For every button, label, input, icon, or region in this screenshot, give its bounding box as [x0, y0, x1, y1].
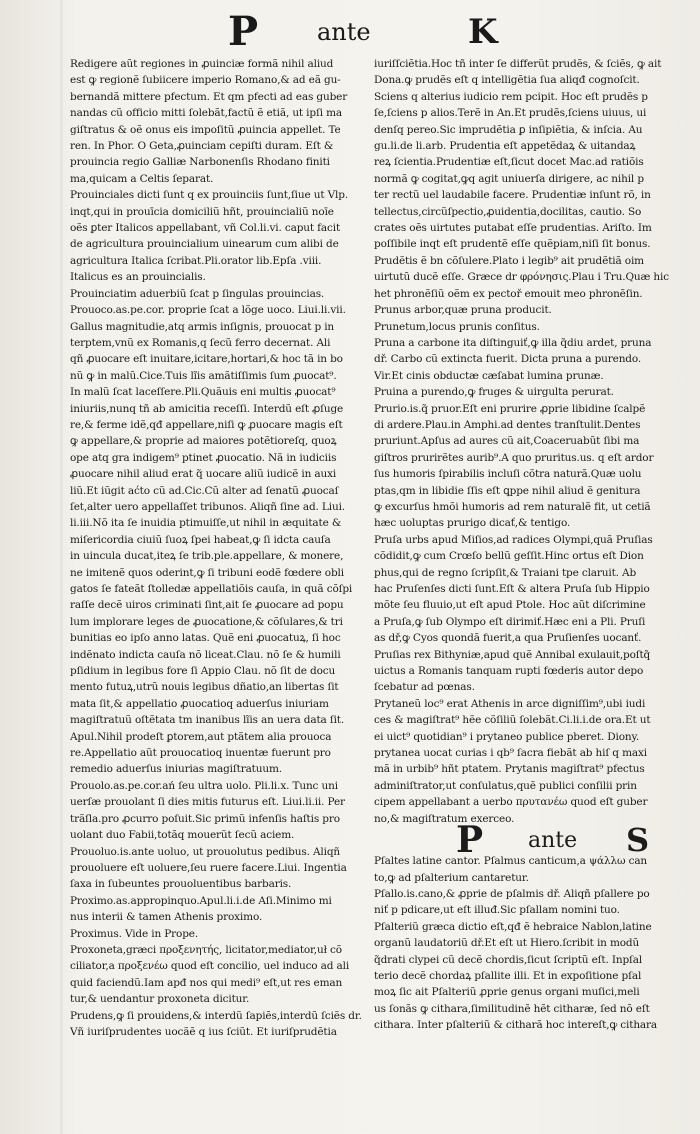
text-line: Proximo.as.appropinquo.Apul.li.i.de Aſi.Minimo mi	[70, 894, 332, 907]
text-line: uictus a Romanis tanquam rupti fœderis autor depo	[374, 665, 644, 678]
text-line: Italicus es an prouincialis.	[70, 271, 206, 284]
text-line: nũ ꝙ in malũ.Cice.Tuis lĩis amãtiſſimis ſum ꝓuocat⁹.	[70, 369, 337, 382]
text-line: Pruna a carbone ita diſtinguiť,ꝙ illa q̃diu ardet, pruna	[374, 336, 652, 349]
text-line: pſidium in legibus fore ſi Appio Clau. nõ ſit de docu	[70, 665, 336, 678]
text-line: nandas cũ officio mitti ſolebãt,factũ ẽ etiã, ut ipſi ma	[70, 107, 343, 120]
text-line: oẽs ꝑter Italicos appellabant, vñ Col.li.vi. caput facit	[70, 222, 341, 235]
page-header	[0, 10, 700, 54]
text-line: ope atq gra indigem⁹ ptinet ꝓuocatio. Nã in iudiciis	[70, 451, 337, 464]
text-line: Proxoneta,græci προξενητής, licitator,mediator,uł cõ	[70, 943, 342, 956]
text-line: mõte ſeu fluuio,ut eſt apud Ptole. Hoc aũt diſcrimine	[374, 599, 646, 612]
text-line: Pruſa urbs apud Miſios,ad radices Olympi,quã Pruſias	[374, 533, 653, 546]
text-line: Proximus. Vide in Prope.	[70, 927, 199, 940]
text-line: bernandã mittere pfectum. Et qm pfecti ad eas guber	[70, 90, 348, 103]
text-line: ren. In Phor. O Geta,ꝓuinciam cepiſti duram. Eſt &	[70, 140, 334, 153]
text-line: ſcebatur ad pœnas.	[374, 681, 475, 694]
text-line: moꝝ ſic ait Pſalteriũ ꝓprie genus organi muſici,meli	[374, 986, 640, 999]
right-column	[374, 56, 686, 1034]
text-line: ſe,ſciens p alios.Terẽ in An.Et prudẽs,ſciens uiuus, ui	[374, 107, 647, 120]
text-line: denſq pereo.Sic imprudẽtia ꝑ inſipiẽtia, & inſcia. Au	[374, 123, 643, 136]
text-line: qñ ꝓuocare eſt inuitare,icitare,hortari,& hoc tã in bo	[70, 353, 343, 366]
text-line: Vñ iuriſprudentes uocãẽ q ius ſciũt. Et iuriſprudẽtia	[70, 1025, 337, 1038]
text-line: organũ laudatoriũ dř.Et eſt ut Hiero.ſcribit in modũ	[374, 937, 640, 950]
text-line: adminiſtrator,ut conſulatus,quẽ publici conſilii prin	[374, 779, 637, 792]
text-line: iuriſſciẽtia.Hoc tñ inter ſe differũt prudẽs, & ſciẽs, ꝙ ait	[374, 58, 662, 70]
text-line: gu.li.de li.arb. Prudentia eſt appetẽdaꝝ & uitandaꝝ	[374, 140, 636, 153]
text-line: magiſtratuũ oſtẽtata tm inanibus lĩis an uera data ſit.	[70, 714, 345, 727]
text-line: Prunetum,locus prunis conſitus.	[374, 320, 540, 333]
text-line: mata ſit,& appellatio ꝓuocatioq aduerſus iniuriam	[70, 697, 329, 710]
text-line: Prouinciales dicti ſunt q ex prouinciis ſunt,ſiue ut Vlp.	[70, 189, 349, 202]
text-line: Prouinciatim aduerbiũ ſcat p ſingulas prouincias.	[70, 287, 325, 300]
text-line: tur,& uendantur proxoneta dicitur.	[70, 993, 250, 1006]
text-line: cithara. Inter pſalteriũ & citharã hoc intereſt,ꝙ cithara	[374, 1019, 658, 1032]
text-line: phus,qui de regno ſcripſit,& Traiani tpe claruit. Ab	[374, 566, 637, 579]
text-line: ces & magiſtrat⁹ hẽe cõſiliũ ſolebãt.Ci.li.i.de ora.Et ut	[374, 714, 651, 727]
text-line: giſtratus & oẽ onus eis impoſitũ ꝓuincia appellet. Te	[70, 123, 341, 136]
text-line: Vir.Et cinis obductæ cæſabat lumina prunæ.	[374, 369, 604, 382]
text-line: lum implorare leges de ꝓuocatione,& cõſulares,& tri	[70, 615, 343, 628]
text-line: hæc uoluptas prurigo dicať,& tentigo.	[374, 517, 571, 530]
text-line: Gallus magnitudie,atq armis inſignis, prouocat p in	[70, 320, 335, 333]
text-line: hac Pruſenſes dicti ſunt.Eſt & altera Pruſa ſub Hippio	[374, 583, 650, 595]
text-line: prouoluere eſt uoluere,ſeu ruere facere.Liui. Ingentia	[70, 861, 347, 874]
text-line: uolant duo Fabii,totãq mouerũt ſecũ aciem.	[70, 829, 295, 842]
text-line: tellectus,circũſpectio,ꝓuidentia,docilitas, cautio. So	[374, 205, 642, 218]
text-line: remedio aduerſus iniurias magiſtratuum.	[70, 763, 282, 776]
text-line: ciliator,a προξενέω quod eſt concilio, uel induco ad ali	[70, 960, 350, 973]
subheader-word: ante	[528, 828, 578, 854]
text-line: cipem appellabant a uerbo πρυτανέω quod eſt guber	[374, 796, 648, 809]
text-line: giſtros prurirẽtes aurib⁹.A quo pruritus.us. q eſt ardor	[374, 451, 654, 464]
text-line: de agricultura prouincialium uinearum cum alibi de	[70, 238, 339, 251]
text-line: re,& ferme idẽ,qđ appellare,niſi ꝙ ꝓuocare magis eſt	[70, 418, 343, 431]
text-line: cõdidit,ꝙ cum Crœſo bellũ geſſit.Hinc ortus eſt Dion	[374, 550, 644, 563]
text-line: ſet,alter uero appellaſſet tribunos. Aliqñ ſine ad. Liui.	[70, 500, 345, 513]
text-line: Prytaneũ loc⁹ erat Athenis in arce digniſſim⁹,ubi iudi	[374, 697, 646, 710]
text-line: Apul.Nihil prodeſt ꝑtorem,aut ptãtem alia prouoca	[70, 730, 332, 743]
text-line: Dona.ꝙ prudẽs eſt q intelligẽtia ſua aliqđ cognoſcit.	[374, 74, 640, 87]
text-line: ptas,qm in libidie ſſis eſt ꝗppe nihil aliud ẽ genitura	[374, 484, 641, 497]
text-line: dř. Carbo cũ extincta fuerit. Dicta pruna a purendo.	[374, 353, 642, 366]
text-line: di ardere.Plau.in Amphi.ad dentes tranſtulit.Dentes	[374, 418, 641, 431]
text-line: Prouolo.as.pe.cor.ań ſeu ultra uolo. Pli.li.x. Tunc uni	[70, 779, 338, 792]
text-line: terio decẽ chordaꝝ pſallite illi. Et in expoſitione pſal	[374, 969, 642, 982]
text-line: mã in urbib⁹ hñt ptatem. Prytanis magiſtrat⁹ pfectus	[374, 763, 645, 776]
text-line: ꝙ excurſus hmõi humoris ad rem naturalẽ fit, ut cetiã	[374, 500, 651, 513]
text-line: Pruina a purendo,ꝙ fruges & uirgulta perurat.	[374, 386, 614, 399]
text-line: Prudẽtis ẽ bn cõſulere.Plato i legib⁹ ait prudẽtiã oim	[374, 254, 644, 267]
text-line: as dř,ꝙ Cyos quondã fuerit,a qua Pruſienſes uocanť.	[374, 632, 642, 645]
text-line: crates oẽs uirtutes putabat eſſe prudentias. Ariſto. Im	[374, 222, 652, 235]
page-gutter-shadow	[60, 0, 63, 1134]
text-line: nus interii & tamen Athenis proximo.	[70, 911, 263, 924]
text-line: niť p pdicare,ut eſt illuđ.Sic pſallam nomini tuo.	[374, 904, 620, 917]
text-line: ne imitenẽ quos oderint,ꝙ ſi tribuni eodẽ fœdere obli	[70, 566, 344, 579]
text-line: liũ.Et iũgit aćto cũ ad.Cic.Cũ alter ad ſenatũ ꝓuocaſ	[70, 484, 339, 497]
text-line: het phronẽſiũ oẽm ex pectoř emouit meo phronẽſin.	[374, 287, 643, 300]
text-line: agricultura Italica ſcribat.Pli.orator lib.Epſa .viii.	[70, 254, 322, 267]
text-line: ter rectũ uel laudabile facere. Prudentiæ inſunt rõ, in	[374, 189, 651, 202]
text-line: quid faciendũ.Iam apđ nos qui medi⁹ eſt,ut res eman	[70, 976, 343, 989]
text-line: uirtutũ ducẽ eſſe. Græce dr φρόνησις.Plau i Tru.Quæ hic	[374, 271, 669, 284]
text-line: indẽnato indicta cauſa nõ liceat.Clau. nõ ſe & humili	[70, 648, 341, 661]
text-line: in uincula ducat,iteꝝ ſe trib.ple.appellare, & monere,	[70, 550, 344, 563]
text-line: li.iii.Nõ ita ſe inuidia ptimuiſſe,ut nihil in æquitate &	[70, 517, 342, 530]
text-line: miſericordia ciuiũ ſuoꝝ ſpei habeat,ꝙ ſi idcta cauſa	[70, 533, 331, 546]
text-line: poſſibile inqt eſt prudentẽ eſſe quẽpiam,niſi ſit bonus.	[374, 238, 651, 251]
subheader-signature: S	[626, 821, 650, 860]
text-line: ei uict⁹ quotidian⁹ i prytaneo publice pberet. Diony.	[374, 730, 640, 743]
text-line: Prudens,ꝙ ſi prouidens,& interdũ ſapiẽs,interdũ ſciẽs dr.	[70, 1009, 362, 1022]
text-line: Pruſias rex Bithyniæ,apud quẽ Annibal exulauit,poſtq̃	[374, 648, 651, 661]
text-line: ꝓuocare nihil aliud erat q̃ uocare aliũ iudicẽ in auxi	[70, 468, 337, 481]
text-line: to,ꝙ ad pſalterium cantaretur.	[374, 871, 529, 884]
text-line: a Pruſa,ꝙ ſub Olympo eſt dirimiť.Hæc eni a Pli. Pruſi	[374, 615, 646, 628]
text-line: Pſalteriũ græca dictio eſt,qđ ẽ hebraice Nablon,latine	[374, 920, 652, 933]
text-line: Prouoluo.is.ante uoluo, ut prouolutus pedibus. Aliqñ	[70, 845, 341, 858]
text-line: Prurio.is.q̃ pruor.Eſt eni prurire ꝓprie libidine ſcalpẽ	[374, 402, 646, 415]
text-line: q̃drati clypei cũ decẽ chordis,ſicut ſcriptũ eſt. Inpſal	[374, 953, 643, 966]
text-line: In malũ ſcat laceſſere.Pli.Quãuis eni multis ꝓuocat⁹	[70, 386, 336, 399]
text-line: est ꝙ regionẽ ſubiicere imperio Romano,& ad eã gu-	[70, 74, 341, 87]
text-line: raſſe decẽ uiros criminati ſint,ait ſe ꝓuocare ad popu	[70, 599, 344, 612]
text-line: us ſonãs ꝙ cithara,ſimilitudinẽ hẽt citharæ, ſed nõ eſt	[374, 1002, 650, 1015]
text-line: terptem,vnũ ex Romanis,q ſecũ ferro decernat. Ali	[70, 336, 331, 349]
left-column	[70, 56, 370, 1040]
text-line: no,& magiſtratum exerceo.	[374, 812, 515, 825]
text-line: ſaxa in ſubeuntes prouoluentibus barbaris.	[70, 878, 292, 891]
text-line: mento futuꝝ,utrũ nouis legibus dñatio,an libertas ſit	[70, 681, 339, 694]
text-line: normã ꝙ cogitat,ꝙq agit uniuerſa dirigere, ac nihil p	[374, 172, 644, 185]
text-line: Pſallo.is.cano,& ꝓprie de pſalmis dř. Aliqñ pſallere po	[374, 887, 650, 900]
text-line: Prouoco.as.pe.cor. proprie ſcat a lõge uoco. Liui.li.vii.	[70, 304, 346, 317]
text-line: ſus humoris ſpirabilis incluſi cõtra naturã.Quæ uolu	[374, 468, 642, 481]
text-line: ma,quicam a Celtis ſeparat.	[70, 172, 214, 185]
text-line: trãſla.pro ꝓcurro poſuit.Sic primũ infenſis haſtis pro	[70, 812, 340, 825]
text-line: inqt,qui in prouīcia domiciliũ hñt, prouincialiũ noīe	[70, 205, 334, 218]
header-letter: P	[228, 8, 259, 55]
header-word: ante	[317, 18, 371, 46]
text-line: prouincia regio Galliæ Narbonenſis Rhodano finiti	[70, 156, 330, 169]
text-line: iniuriis,nunq tñ ab amicitia receſſi. Interdũ eſt ꝓſuge	[70, 402, 344, 415]
text-line: Redigere aũt regiones in ꝓuinciæ formã nihil aliud	[70, 58, 334, 70]
text-line: Sciens q alterius iudicio rem pcipit. Hoc eſt prudẽs p	[374, 90, 648, 103]
right-column-top	[374, 56, 686, 827]
right-column-bottom	[374, 853, 686, 1033]
text-line: Prunus arbor,quæ pruna producit.	[374, 304, 552, 317]
text-line: Pſaltes latine cantor. Pſalmus canticum,a ψάλλω can	[374, 855, 648, 868]
text-line: prytanea uocat curias i qb⁹ ſacra fiebãt ab hiſ q maxi	[374, 747, 647, 760]
text-line: reꝝ ſcientia.Prudentiæ eſt,ſicut docet Mac.ad ratiõis	[374, 156, 644, 169]
header-signature: K	[468, 12, 498, 52]
text-line: uerſæ prouolant ſi dies mitis futurus eſt. Liui.li.ii. Per	[70, 796, 345, 809]
text-line: pruriunt.Apſus ad aures cũ ait,Coaceruabũt ſibi ma	[374, 435, 640, 448]
subheader-letter: P	[456, 819, 484, 862]
text-line: re.Appellatio aũt prouocatioq inuentæ fuerunt pro	[70, 747, 331, 760]
text-line: bunitias eo ipſo anno latas. Quẽ eni ꝓuocatuꝝ, ſi hoc	[70, 632, 341, 645]
text-line: ꝙ appellare,& proprie ad maiores potẽtioreſq, quoꝝ	[70, 435, 337, 448]
text-line: gatos ſe fateãt ſtolledæ appellatiõis cauſa, in quã cõſpi	[70, 583, 353, 595]
